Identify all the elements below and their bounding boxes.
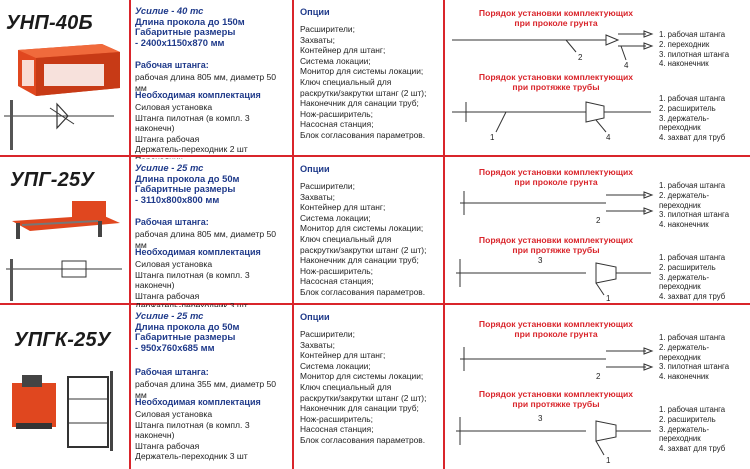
list-item: Силовая установка [135,409,213,419]
diagram-cell [446,307,750,467]
list-item: Штанга пилотная (в компл. 3 наконечн) [135,269,250,291]
spec-cell [131,307,291,467]
rod-text: рабочая длина 805 мм, диаметр 50 мм [135,229,277,250]
list-item: Система локации; [300,360,371,371]
callout-number: 2 [596,216,601,225]
list-item: Контейнер для штанг; [300,202,386,213]
options-heading: Опции [300,164,330,174]
list-item: Захваты; [300,339,335,350]
list-item: Штанга рабочая [135,440,200,451]
rod-heading: Рабочая штанга: [135,217,209,227]
list-item: Блок согласования параметров. [300,286,426,297]
list-item: Штанга рабочая [135,290,200,301]
legend-item: 4. захват для труб [659,133,726,143]
options-cell [296,2,442,153]
legend-item: 1. рабочая штанга [659,181,726,190]
legend-item: 3. держатель-переходник [659,272,710,292]
legend-item: 2. переходник [659,39,710,49]
legend-item: 3. пилотная штанга [659,362,730,372]
options-list [300,329,440,446]
list-item: Монитор для системы локации; [300,371,424,382]
legend-item: 3. держатель-переходник [659,113,710,133]
diagram-title-line: Порядок установки комплектующих [478,8,634,18]
options-heading: Опции [300,312,330,322]
list-item: Насосная станция; [300,424,374,435]
legend-item: 1. рабочая штанга [659,94,726,103]
diagram-title-line: Порядок установки комплектующих [478,389,634,399]
diagram-title-line: при протяжке трубы [512,399,600,409]
spec-headline [135,311,289,353]
list-item: Нож-расширитель; [300,265,373,276]
callout-number: 1 [490,133,495,142]
list-item: Контейнер для штанг; [300,45,386,56]
list-item: Расширители; [300,329,355,339]
legend-item: 2. держатель-переходник [659,190,710,210]
callout-number: 2 [596,372,601,381]
legend-item: 3. пилотная штанга [659,49,730,59]
list-item: Монитор для системы локации; [300,66,424,77]
list-item: Ключ специальный для [300,381,392,392]
model-title: УПГК-25У [14,329,111,351]
legend-item: 4. наконечник [659,59,709,69]
list-item: Штанга рабочая [135,133,200,144]
table-row [0,305,750,469]
assembly-drawing [446,159,658,303]
rod-text: рабочая длина 355 мм, диаметр 50 мм [135,379,277,400]
diagram-title-line: при проколе грунта [514,177,598,187]
list-item: Блок согласования параметров. [300,129,426,140]
spec-dims-label: Габаритные размеры [135,26,236,38]
callout-number: 3 [538,256,543,265]
list-item: Держатель-переходник 3 шт [135,451,248,462]
machine-image-cell [0,307,128,467]
kit-heading: Необходимая комплектация [135,247,261,257]
options-list [300,181,440,298]
machine-photo [2,365,126,467]
machine-image-cell [0,159,128,301]
assembly-drawing [446,2,658,155]
legend-item: 4. наконечник [659,372,709,382]
list-item: Насосная станция; [300,119,374,130]
list-item: раскрутки/закрутки штанг (2 шт); [300,244,427,255]
legend-pulling [659,94,750,143]
list-item: Наконечник для санации труб; [300,403,419,414]
diagram-title-line: Порядок установки комплектующих [478,72,634,82]
list-item: Нож-расширитель; [300,108,373,119]
diagram-cell [446,2,750,153]
list-item: Система локации; [300,212,371,223]
diagram-title-line: Порядок установки комплектующих [478,167,634,177]
diagram-title-line: при проколе грунта [514,329,598,339]
spec-headline [135,163,289,205]
spec-length: Длина прокола до 50м [135,172,240,184]
list-item: Штанга пилотная (в компл. 3 наконечн) [135,112,250,134]
options-cell [296,307,442,467]
legend-item: 4. наконечник [659,220,709,230]
list-item: Держатель-переходник 2 шт [135,144,248,155]
model-title: УНП-40Б [6,12,93,34]
legend-item: 3. держатель-переходник [659,424,710,444]
legend-pulling [659,253,750,302]
legend-item: 4. захват для труб [659,444,726,454]
assembly-drawing [446,307,658,467]
rod-heading: Рабочая штанга: [135,367,209,377]
list-item: Система локации; [300,55,371,66]
list-item: Наконечник для санации труб; [300,255,419,266]
spec-force: Усилие - 40 тс [135,5,204,16]
table-row [0,157,750,305]
kit-list [135,409,289,462]
callout-number: 4 [606,133,611,142]
options-heading: Опции [300,7,330,17]
diagram-title-line: при протяжке трубы [512,82,600,92]
diagram-cell [446,159,750,301]
spec-dims: - 3110х800х800 мм [135,193,220,205]
machine-photo [2,40,126,156]
legend-item: 2. расширитель [659,414,716,424]
legend-item: 1. рабочая штанга [659,333,726,342]
table-row [0,0,750,157]
rod-heading: Рабочая штанга: [135,60,209,70]
spec-force: Усилие - 25 тс [135,162,204,173]
legend-puncture [659,333,750,382]
legend-item: 2. держатель-переходник [659,342,710,362]
legend-item: 1. рабочая штанга [659,30,726,39]
legend-puncture [659,181,750,230]
list-item: Ключ специальный для [300,76,392,87]
callout-number: 3 [538,414,543,423]
legend-item: 2. расширитель [659,103,716,113]
options-cell [296,159,442,301]
legend-pulling [659,405,750,454]
options-list [300,24,440,141]
spec-dims-label: Габаритные размеры [135,183,236,195]
list-item: Контейнер для штанг; [300,350,386,361]
list-item: Захваты; [300,191,335,202]
model-title: УПГ-25У [10,169,95,191]
kit-heading: Необходимая комплектация [135,397,261,407]
spec-length: Длина прокола до 50м [135,320,240,332]
kit-heading: Необходимая комплектация [135,90,261,100]
machine-image-cell [0,2,128,153]
spec-cell [131,2,291,153]
callout-number: 1 [606,456,611,465]
callout-number: 1 [606,294,611,303]
machine-photo [2,195,126,303]
list-item: Захваты; [300,34,335,45]
list-item: Штанга пилотная (в компл. 3 наконечн) [135,419,250,441]
list-item: Насосная станция; [300,276,374,287]
list-item: Блок согласования параметров. [300,434,426,445]
legend-puncture [659,30,729,69]
list-item: Силовая установка [135,259,213,269]
spec-dims: - 950х760х685 мм [135,341,215,353]
spec-headline [135,6,289,48]
list-item: Расширители; [300,24,355,34]
list-item: Силовая установка [135,102,213,112]
list-item: раскрутки/закрутки штанг (2 шт); [300,392,427,403]
callout-number: 4 [624,61,629,70]
diagram-title-line: при проколе грунта [514,18,598,28]
diagram-title-line: при протяжке трубы [512,245,600,255]
legend-item: 1. рабочая штанга [659,405,726,414]
list-item: Монитор для системы локации; [300,223,424,234]
spec-dims: - 2400х1150х870 мм [135,36,225,48]
list-item: Нож-расширитель; [300,413,373,424]
legend-item: 4. захват для труб [659,292,726,302]
spec-force: Усилие - 25 тс [135,310,204,321]
diagram-title-line: Порядок установки комплектующих [478,319,634,329]
legend-item: 1. рабочая штанга [659,253,726,262]
rod-text: рабочая длина 805 мм, диаметр 50 мм [135,72,277,93]
legend-item: 3. пилотная штанга [659,210,730,220]
legend-item: 2. расширитель [659,262,716,272]
spec-length: Длина прокола до 150м [135,15,245,27]
spec-cell [131,159,291,301]
diagram-title-line: Порядок установки комплектующих [478,235,634,245]
list-item: Расширители; [300,181,355,191]
spec-dims-label: Габаритные размеры [135,331,236,343]
list-item: Ключ специальный для [300,233,392,244]
list-item: Наконечник для санации труб; [300,98,419,109]
list-item: раскрутки/закрутки штанг (2 шт); [300,87,427,98]
callout-number: 2 [578,53,583,62]
